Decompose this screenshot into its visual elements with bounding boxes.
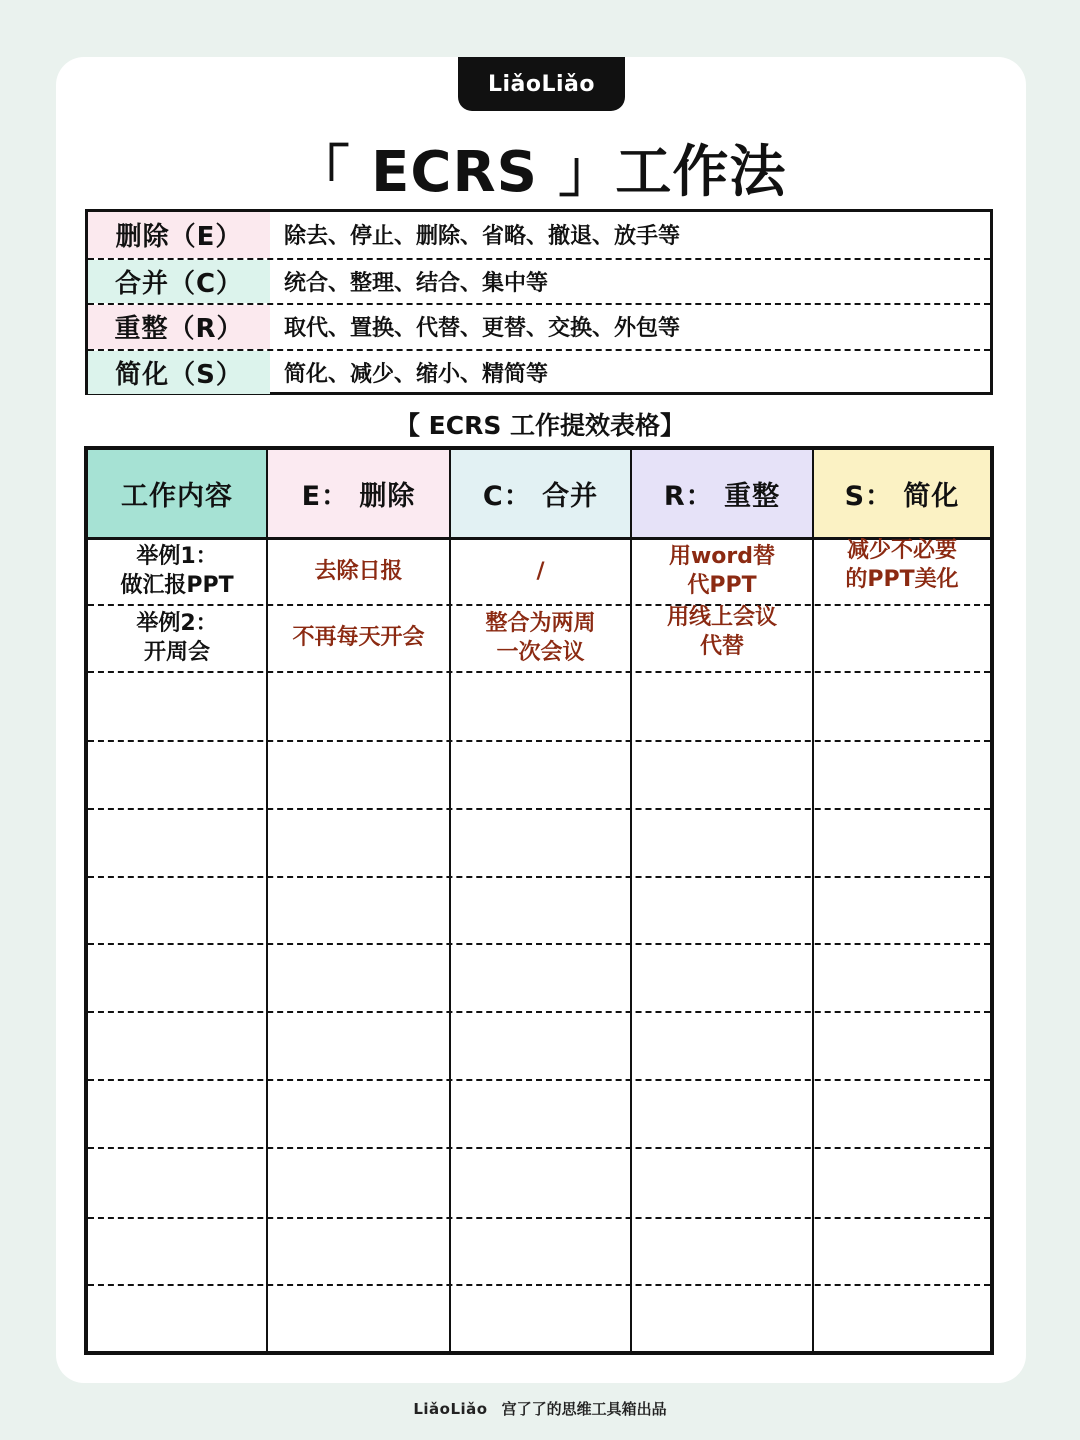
legend-desc: 统合、整理、结合、集中等 [284, 270, 549, 296]
footer-credit: 宫了了的思维工具箱出品 [501, 1400, 667, 1418]
header-rearrange: R： 重整 [632, 450, 812, 537]
legend-row-e [88, 212, 990, 258]
footer [0, 1398, 1080, 1419]
table-subtitle: 【 ECRS 工作提效表格】 [394, 411, 686, 440]
legend-desc: 简化、减少、缩小、精简等 [284, 361, 549, 387]
row-divider [88, 1147, 990, 1149]
legend-row-s [88, 349, 990, 395]
row-divider [88, 876, 990, 878]
example-2-combine: 整合为两周 一次会议 [485, 610, 596, 665]
ecrs-legend-table [85, 209, 993, 395]
row-divider [88, 671, 990, 673]
row-divider [88, 740, 990, 742]
row-divider [88, 1079, 990, 1081]
example-2-eliminate: 不再每天开会 [292, 625, 425, 651]
example-2-rearrange: 用线上会议 代替 [666, 604, 777, 659]
ecrs-worksheet-table [84, 446, 994, 1355]
header-eliminate: E： 删除 [268, 450, 449, 537]
footer-brand: LiǎoLiǎo [413, 1400, 488, 1418]
row-divider [88, 808, 990, 810]
legend-desc: 取代、置换、代替、更替、交换、外包等 [284, 316, 681, 342]
row-divider [88, 943, 990, 945]
example-1-combine: / [536, 558, 545, 584]
example-1-label: 举例1： 做汇报PPT [120, 544, 234, 598]
header-work-content: 工作内容 [88, 450, 266, 537]
row-divider [88, 1284, 990, 1286]
legend-row-r [88, 303, 990, 349]
row-divider [88, 1011, 990, 1013]
legend-key: 简化（S） [88, 351, 270, 395]
example-1-rearrange: 用word替 代PPT [668, 544, 776, 598]
example-2-label: 举例2： 开周会 [136, 610, 218, 665]
header-combine: C： 合并 [451, 450, 630, 537]
legend-row-c [88, 258, 990, 304]
legend-desc: 除去、停止、删除、省略、撤退、放手等 [284, 224, 681, 250]
legend-key: 重整（R） [88, 305, 270, 349]
example-1-simplify: 减少不必要 的PPT美化 [845, 538, 959, 592]
page-title: 「 ECRS 」工作法 [293, 140, 787, 205]
example-2-simplify [814, 606, 990, 671]
brand-logo: LiǎoLiǎo [458, 57, 625, 111]
legend-key: 合并（C） [88, 260, 270, 304]
header-simplify: S： 简化 [814, 450, 990, 537]
example-1-eliminate: 去除日报 [314, 558, 403, 584]
row-divider [88, 1217, 990, 1219]
legend-key: 删除（E） [88, 212, 270, 258]
